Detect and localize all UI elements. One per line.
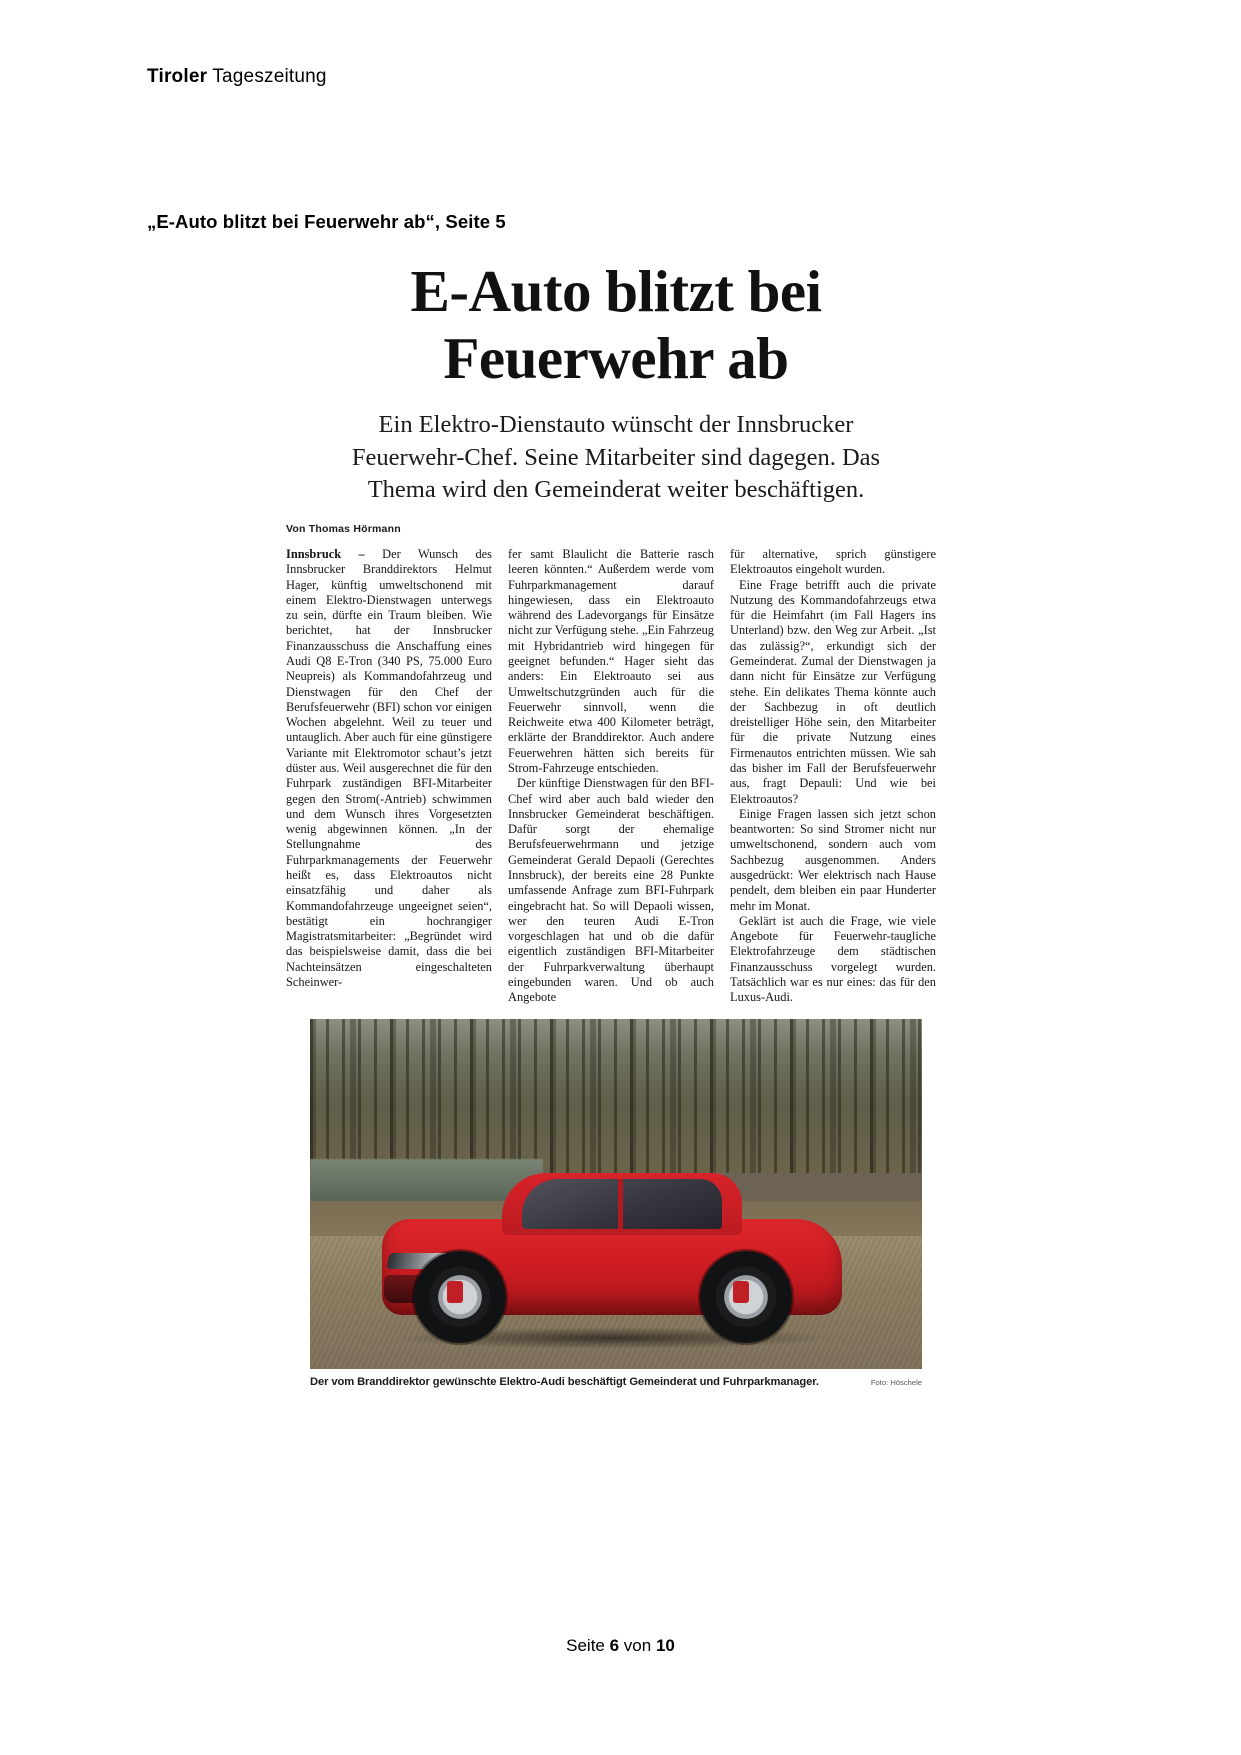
footer-total-pages: 10	[655, 1636, 675, 1655]
masthead	[147, 66, 327, 88]
photo-caption-row	[310, 1376, 922, 1388]
clipping-title: „E-Auto blitzt bei Feuerwehr ab“, Seite 5	[147, 211, 506, 232]
article-column-2	[508, 547, 714, 1005]
car-windows	[522, 1179, 722, 1229]
photo-trees	[310, 1019, 922, 1173]
car-wheel-front	[414, 1251, 506, 1343]
photo-caption: Der vom Branddirektor gewünschte Elektro-Audi beschäftigt Gemeinderat und Fuhrparkmanager.	[310, 1376, 819, 1389]
article-headline	[286, 258, 946, 391]
brake-caliper	[447, 1281, 463, 1303]
paragraph-text: Der Wunsch des Innsbrucker Branddirektors Helmut Hager, künftig umweltschonend mit einem Elektro-Dienstwagen unterwegs zu sein, dürfte ein Traum bleiben. Wie berichtet, hat der Innsbrucker Finanzausschuss die Anschaffung eines Audi Q8 E-Tron (340 PS, 75.000 Euro Neupreis) als Kommandofahrzeug und Dienstwagen für den Chef der Berufsfeuerwehr (BFI) schon vor einigen Wochen abgelehnt. Weil zu teuer und untauglich. Aber auch für eine günstigere Variante mit Elektromotor schaut’s jetzt düster aus. Weil ausgerechnet die für den Fuhrpark zuständigen BFI-Mitarbeiter gegen den Strom(-Antrieb) schwimmen und dem Wunsch ihres Vorgesetzten wenig abgewinnen können. „In der Stellungnahme des Fuhrparkmanagements der Feuerwehr heißt es, dass Elektroautos nicht einsatzfähig und daher als Kommandofahrzeuge ungeeignet seien“, bestätigt ein hochrangiger Magistratsmitarbeiter: „Begründet wird das beispielsweise damit, dass die bei Nachteinsätzen eingeschalteten Scheinwer-	[286, 547, 492, 989]
article-byline: Von Thomas Hörmann	[286, 523, 401, 536]
car-wheel-rear	[700, 1251, 792, 1343]
dateline: Innsbruck –	[286, 547, 365, 562]
brake-caliper	[733, 1281, 749, 1303]
headline-line-1: E-Auto blitzt bei	[410, 258, 822, 324]
paragraph: Einige Fragen lassen sich jetzt schon beantworten: So sind Stromer nicht nur umweltschonend, sondern auch vom Sachbezug ausgenommen. Anders ausgedrückt: Wer elektrisch nach Hause pendelt, dem bleiben ein paar Hunderter mehr im Monat.	[730, 806, 936, 913]
article-photo	[310, 1019, 922, 1369]
footer-prefix: Seite	[566, 1636, 610, 1655]
paragraph: für alternative, sprich günstigere Elektroautos eingeholt wurden.	[730, 547, 936, 577]
red-suv-illustration	[382, 1153, 842, 1343]
headline-line-2: Feuerwehr ab	[443, 324, 789, 391]
article-column-3	[730, 547, 936, 1005]
paragraph: fer samt Blaulicht die Batterie rasch leeren könnten.“ Außerdem werde vom Fuhrparkmanagement darauf hingewiesen, dass ein Elektroauto während des Ladevorgangs für Einsätze nicht zur Verfügung stehe. „Ein Fahrzeug mit Hybridantrieb wird hingegen für geeignet befunden.“ Hager sieht das anders: Ein Elektroauto sei aus Umweltschutzgründen auch für die Feuerwehr sinnvoll, wenn die Reichweite etwa 400 Kilometer beträgt, erklärte der Branddirektor. Auch andere Feuerwehren hätten sich bereits für Strom-Fahrzeuge entschieden.	[508, 547, 714, 775]
masthead-name: Tageszeitung	[207, 66, 327, 87]
footer-page-number: 6	[609, 1636, 620, 1655]
paragraph: Eine Frage betrifft auch die private Nutzung des Kommandofahrzeugs etwa für die Heimfahrt (im Fall Hagers ins Unterland) bzw. den Weg zur Arbeit. „Ist das zulässig?“, erkundigt sich der Gemeinderat. Zumal der Dienstwagen ja dann nicht für Einsätze zur Verfügung stehe. Ein delikates Thema könnte auch der Sachbezug in oft deutlich dreistelliger Höhe sein, den Mitarbeiter für die private Nutzung eines Firmenautos entrichten müssen. Wie sah das bisher im Fall der Berufsfeuerwehr aus, fragt Depauli: Und wie bei Elektroautos?	[730, 577, 936, 806]
paragraph: Geklärt ist auch die Frage, wie viele Angebote für Feuerwehr-taugliche Elektrofahrzeuge dem städtischen Finanzausschuss vorgelegt wurden. Tatsächlich war es nur eines: das für den Luxus-Audi.	[730, 913, 936, 1005]
page-footer	[0, 1636, 1241, 1656]
article-column-1	[286, 547, 492, 1005]
paragraph	[286, 547, 492, 990]
footer-middle: von	[619, 1636, 656, 1655]
article-photo-block	[310, 1019, 922, 1388]
newspaper-clipping	[286, 258, 946, 1388]
photo-credit: Foto: Höschele	[870, 1378, 922, 1388]
article-columns	[286, 547, 946, 1005]
masthead-brand: Tiroler	[147, 66, 208, 87]
paragraph: Der künftige Dienstwagen für den BFI-Chef wird aber auch bald wieder den Innsbrucker Gemeinderat beschäftigen. Dafür sorgt der ehemalige Berufsfeuerwehrmann und jetzige Gemeinderat Gerald Depaoli (Gerechtes Innsbruck), der bereits eine 28 Punkte umfassende Anfrage zum BFI-Fuhrpark eingebracht hat. So will Depaoli wissen, wer den teuren Audi E-Tron vorgeschlagen hat und ob die dafür eigentlich zuständigen BFI-Mitarbeiter der Fuhrparkverwaltung überhaupt eingebunden waren. Und ob auch Angebote	[508, 776, 714, 1005]
article-subhead: Ein Elektro-Dienstauto wünscht der Innsbrucker Feuerwehr-Chef. Seine Mitarbeiter sind dagegen. Das Thema wird den Gemeinderat weiter beschäftigen.	[351, 411, 881, 504]
